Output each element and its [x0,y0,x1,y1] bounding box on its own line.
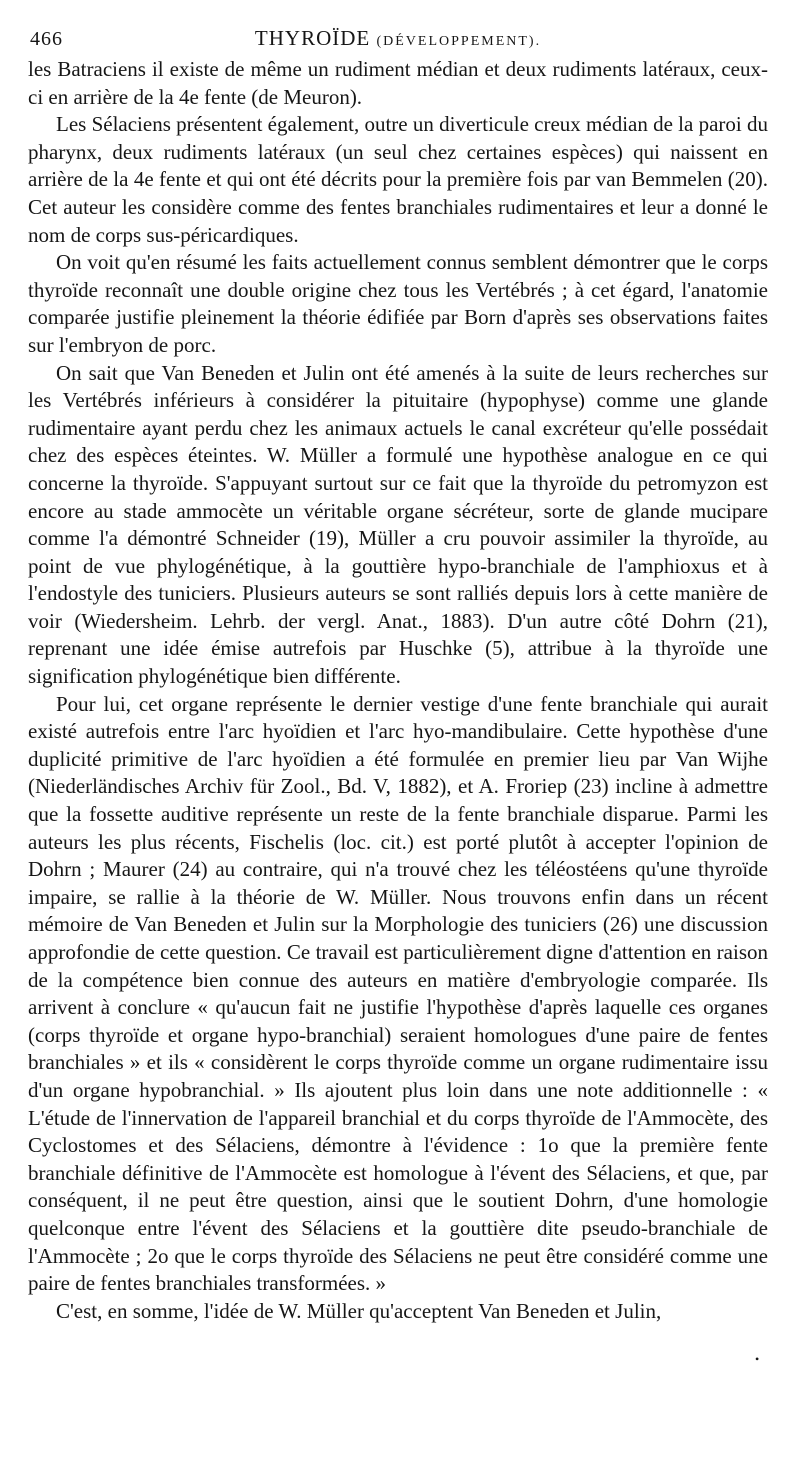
paragraph-3: On voit qu'en résumé les faits actuellement connus semblent démontrer que le corps thyroïde reconnaît une double origine chez tous les Vertébrés ; à cet égard, l'anatomie comparée justifie pleinement la théorie édifiée par Born d'après ses observations faites sur l'embryon de porc. [28,250,768,357]
document-page [28,22,768,1325]
header-title: THYROÏDE [254,26,371,50]
ornament-mark: • [755,1352,760,1366]
body-text [28,56,768,1325]
paragraph-4: On sait que Van Beneden et Julin ont été amenés à la suite de leurs recherches sur les Vertébrés inférieurs à considérer la pituitaire (hypophyse) comme une glande rudimentaire ayant perdu chez les animaux actuels le canal excréteur qu'elle possédait chez des espèces éteintes. W. Müller a formulé une hypothèse analogue en ce qui concerne la thyroïde. S'appuyant surtout sur ce fait que la thyroïde du petromyzon est encore au stade ammocète un véritable organe sécréteur, sorte de glande mucipare comme l'a démontré Schneider (19), Müller a cru pouvoir assimiler la thyroïde, au point de vue phylogénétique, à la gouttière hypo-branchiale de l'amphioxus et à l'endostyle des tuniciers. Plusieurs auteurs se sont ralliés depuis lors à cette manière de voir (Wiedersheim. Lehrb. der vergl. Anat., 1883). D'un autre côté Dohrn (21), reprenant une idée émise autrefois par Huschke (5), attribue à la thyroïde une signification phylogénétique bien différente. [28,360,768,689]
paragraph-5: Pour lui, cet organe représente le dernier vestige d'une fente branchiale qui aurait existé autrefois entre l'arc hyoïdien et l'arc hyo-mandibulaire. Cette hypothèse d'une duplicité primitive de l'arc hyoïdien a été formulée en premier lieu par Van Wijhe (Niederländisches Archiv für Zool., Bd. V, 1882), et A. Froriep (23) incline à admettre que la fossette auditive représente un reste de la fente branchiale disparue. Parmi les auteurs les plus récents, Fischelis (loc. cit.) est porté plutôt à accepter l'opinion de Dohrn ; Maurer (24) au contraire, qui n'a trouvé chez les téléostéens qu'une thyroïde impaire, se rallie à la théorie de W. Müller. Nous trouvons enfin dans un récent mémoire de Van Beneden et Julin sur la Morphologie des tuniciers (26) une discussion approfondie de cette question. Ce travail est particulièrement digne d'attention en raison de la compétence bien connue des auteurs en matière d'embryologie comparée. Ils arrivent à conclure « qu'aucun fait ne justifie l'hypothèse d'après laquelle ces organes (corps thyroïde et organe hypo-branchial) seraient homologues d'une paire de fentes branchiales » et ils « considèrent le corps thyroïde comme un organe rudimentaire issu d'un organe hypobranchial. » Ils ajoutent plus loin dans une note additionnelle : « L'étude de l'innervation de l'appareil branchial et du corps thyroïde de l'Ammocète, des Cyclostomes et des Sélaciens, démontre à l'évidence : 1o que la première fente branchiale définitive de l'Ammocète est homologue à l'évent des Sélaciens, et que, par conséquent, il ne peut être question, ainsi que le soutient Dohrn, d'une homologie quelconque entre l'évent des Sélaciens et la gouttière dite pseudo-branchiale de l'Ammocète ; 2o que le corps thyroïde des Sélaciens ne peut être considéré comme une paire de fentes branchiales transformées. » [28,691,768,1296]
page-number: 466 [30,28,63,50]
paragraph-6: C'est, en somme, l'idée de W. Müller qu'acceptent Van Beneden et Julin, [56,1298,662,1323]
running-header [28,22,768,56]
running-title [28,26,768,51]
paragraph-1: les Batraciens il existe de même un rudiment médian et deux rudiments latéraux, ceux-ci en arrière de la 4e fente (de Meuron). [28,57,768,109]
paragraph-2: Les Sélaciens présentent également, outre un diverticule creux médian de la paroi du pharynx, deux rudiments latéraux (un seul chez certaines espèces) qui naissent en arrière de la 4e fente et qui ont été décrits pour la première fois par van Bemmelen (20). Cet auteur les considère comme des fentes branchiales rudimentaires et leur a donné le nom de corps sus-péricardiques. [28,112,768,247]
header-subtitle: (DÉVELOPPEMENT). [376,34,542,49]
